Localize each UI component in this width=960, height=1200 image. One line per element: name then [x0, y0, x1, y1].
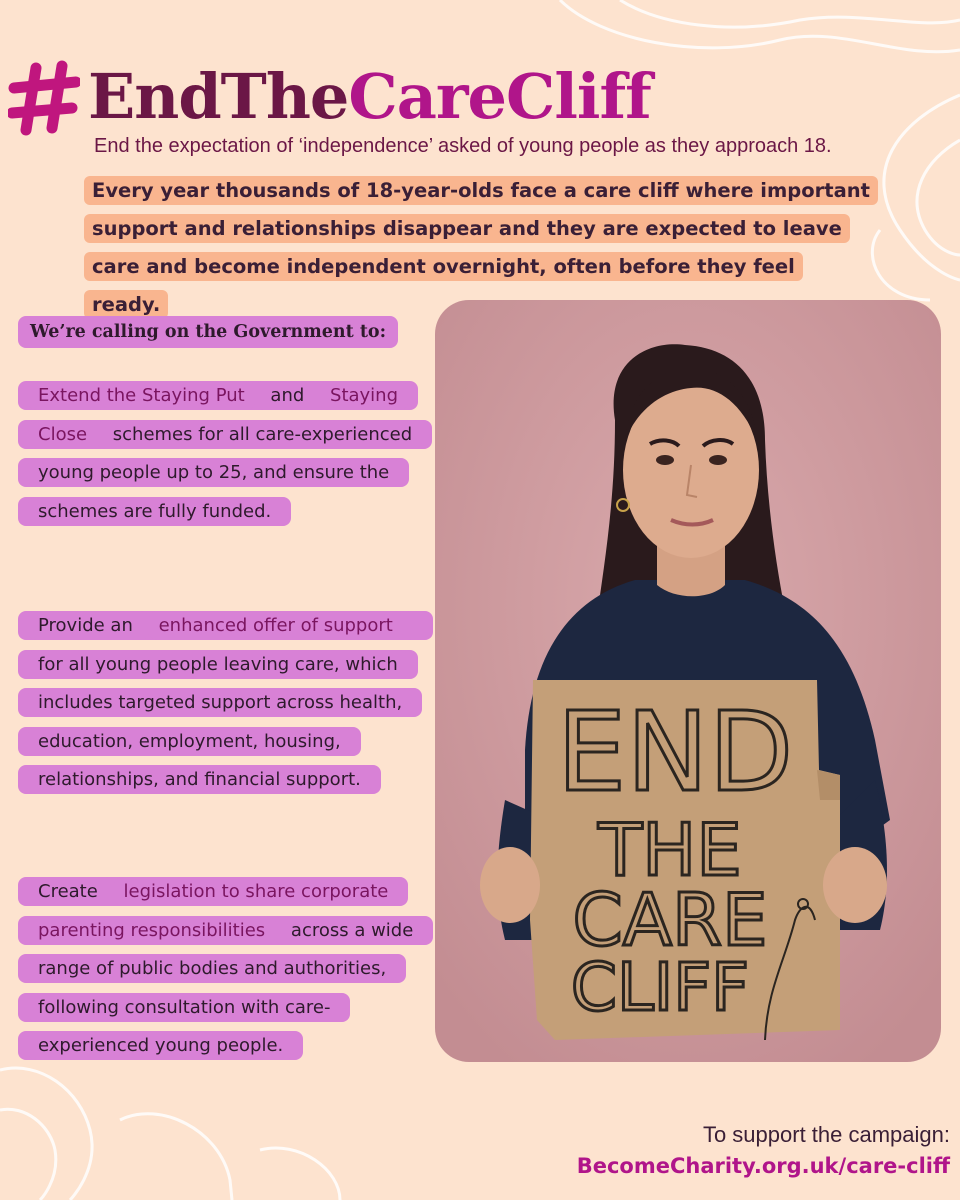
demand-staying-put — [18, 377, 428, 531]
demand-1-highlight-staying-put: Extend the Staying Put — [28, 381, 255, 410]
support-campaign-label: To support the campaign: — [702, 1122, 950, 1147]
campaign-photo — [435, 300, 941, 1062]
demand-2-highlight: enhanced offer of support — [149, 611, 403, 640]
calling-heading — [18, 312, 398, 352]
calling-text: We’re calling on the Government to: — [18, 316, 398, 348]
sign-line-4: CLIFF — [570, 949, 750, 1026]
demand-2-text-start: Provide an — [28, 611, 149, 640]
demand-legislation — [18, 873, 428, 1066]
hash-symbol-icon — [8, 58, 80, 138]
title-part-carecliff: CareCliff — [348, 60, 651, 133]
demand-1-text-and: and — [255, 381, 320, 410]
campaign-title — [88, 52, 651, 142]
campaign-subtitle: End the expectation of ‘independence’ asked of young people as they approach 18. — [94, 135, 832, 157]
demand-enhanced-support — [18, 607, 428, 800]
sign-line-3: CARE — [572, 878, 768, 962]
sign-line-1: END — [556, 688, 794, 816]
photo-illustration — [435, 300, 941, 1062]
demand-1-text-rest: schemes for all care-experienced young people up to 25, and ensure the schemes are fully funded. — [28, 420, 422, 526]
demand-2-text-rest: for all young people leaving care, which includes targeted support across health, education, employment, housing, relationships, and financial support. — [28, 611, 423, 794]
demand-3-highlight: legislation to share corporate parenting responsibilities — [28, 877, 398, 945]
demand-3-text-start: Create — [28, 877, 114, 906]
sign-line-2: THE — [598, 808, 742, 892]
intro-text: Every year thousands of 18-year-olds face a care cliff where important support and relationships disappear and they are expected to leave care and become independent overnight, often before they feel ready. — [84, 176, 878, 319]
campaign-url-link[interactable]: BecomeCharity.org.uk/care-cliff — [576, 1154, 950, 1178]
demand-3-text-rest: across a wide range of public bodies and authorities, following consultation with care-experienced young people. — [28, 916, 423, 1061]
title-part-endthe: EndThe — [88, 60, 349, 133]
demand-1-highlight-staying-close: Staying Close — [28, 381, 408, 449]
